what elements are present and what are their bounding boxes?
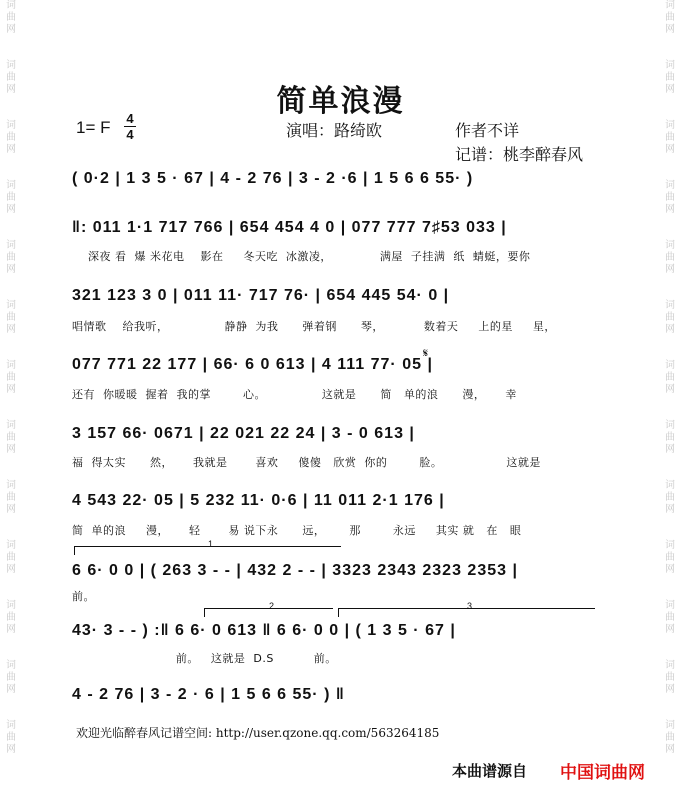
watermark-char: 词 <box>665 120 675 131</box>
score-row-4-lyrics: 还有 你暖暖 握着 我的掌 心。 这就是 简 单的浪 漫， 幸 <box>72 388 517 401</box>
watermark-char: 曲 <box>665 132 675 143</box>
watermark-group <box>6 720 16 780</box>
watermark-char: 词 <box>665 720 675 731</box>
author-credit: 作者不详 <box>455 121 520 140</box>
watermark-char: 词 <box>665 300 675 311</box>
watermark-char: 曲 <box>6 432 16 443</box>
watermark-char: 网 <box>665 84 675 95</box>
watermark-group <box>6 540 16 600</box>
watermark-group <box>665 420 675 480</box>
watermark-group <box>6 300 16 360</box>
watermark-group <box>665 720 675 780</box>
watermark-char: 网 <box>665 504 675 515</box>
watermark-char: 曲 <box>6 72 16 83</box>
time-signature <box>124 112 136 141</box>
key-signature: 1= F <box>76 118 111 137</box>
watermark-group <box>6 180 16 240</box>
watermark-char: 网 <box>665 204 675 215</box>
watermark-char: 词 <box>665 420 675 431</box>
watermark-char: 曲 <box>6 372 16 383</box>
watermark-group <box>665 120 675 180</box>
watermark-char: 曲 <box>665 432 675 443</box>
score-row-1-notes: ( 0·2 | 1 3 5 · 67 | 4 - 2 76 | 3 - 2 ·6 | 1 5 6 6 55· ) <box>72 170 474 187</box>
watermark-char: 词 <box>6 300 16 311</box>
watermark-char: 网 <box>6 144 16 155</box>
watermark-group <box>6 480 16 540</box>
volta-bracket-3 <box>338 601 595 617</box>
watermark-char: 词 <box>6 600 16 611</box>
time-signature-bottom: 4 <box>126 127 134 142</box>
watermark-char: 曲 <box>665 72 675 83</box>
score-row-8-lyrics: 前。 这就是 D.S 前。 <box>72 652 337 665</box>
watermark-char: 词 <box>665 600 675 611</box>
volta-bracket-1 <box>74 539 341 555</box>
watermark-group <box>6 240 16 300</box>
watermark-char: 曲 <box>6 732 16 743</box>
watermark-char: 曲 <box>6 312 16 323</box>
watermark-char: 词 <box>6 0 16 11</box>
watermark-char: 曲 <box>665 192 675 203</box>
watermark-char: 曲 <box>6 132 16 143</box>
score-row-2-notes: ‖: 011 1·1 717 766 | 654 454 4 0 | 077 777 7♯53 033 | <box>72 219 507 236</box>
watermark-group <box>665 600 675 660</box>
watermark-group <box>6 0 16 60</box>
time-signature-top: 4 <box>126 111 134 126</box>
watermark-char: 曲 <box>6 672 16 683</box>
watermark-group <box>665 480 675 540</box>
watermark-group <box>665 180 675 240</box>
watermark-char: 网 <box>665 744 675 755</box>
volta-2-label: 2 <box>269 601 275 611</box>
score-row-9-notes: 4 - 2 76 | 3 - 2 · 6 | 1 5 6 6 55· ) ‖ <box>72 686 345 703</box>
watermark-char: 词 <box>6 120 16 131</box>
segno-icon: 𝄋 <box>423 346 429 360</box>
watermark-char: 网 <box>665 564 675 575</box>
watermark-char: 网 <box>665 24 675 35</box>
score-row-7-notes: 6 6· 0 0 | ( 263 3 - - | 432 2 - - | 3323 2343 2323 2353 | <box>72 562 518 579</box>
watermark-char: 网 <box>6 444 16 455</box>
watermark-char: 词 <box>665 60 675 71</box>
watermark-char: 曲 <box>6 612 16 623</box>
watermark-char: 网 <box>665 144 675 155</box>
watermark-char: 词 <box>665 540 675 551</box>
watermark-char: 网 <box>665 684 675 695</box>
watermark-char: 词 <box>665 240 675 251</box>
watermark-char: 网 <box>6 264 16 275</box>
watermark-group <box>665 240 675 300</box>
watermark-char: 曲 <box>665 492 675 503</box>
watermark-char: 词 <box>665 180 675 191</box>
watermark-char: 词 <box>6 540 16 551</box>
watermark-char: 词 <box>665 360 675 371</box>
watermark-char: 词 <box>665 660 675 671</box>
score-row-3-notes: 321 123 3 0 | 011 11· 717 76· | 654 445 54· 0 | <box>72 287 450 304</box>
score-row-5-lyrics: 福 得太实 然， 我就是 喜欢 傻傻 欣赏 你的 脸。 这就是 <box>72 456 541 469</box>
watermark-char: 词 <box>6 420 16 431</box>
brand-logo-text: 中国词曲网 <box>560 763 645 783</box>
watermark-char: 网 <box>6 744 16 755</box>
song-title: 简单浪漫 <box>276 84 405 119</box>
watermark-char: 网 <box>665 264 675 275</box>
watermark-char: 网 <box>6 684 16 695</box>
watermark-char: 曲 <box>665 732 675 743</box>
singer-credit: 演唱：路绮欧 <box>286 121 383 140</box>
source-label: 本曲谱源自 <box>452 762 528 780</box>
watermark-char: 网 <box>665 624 675 635</box>
watermark-char: 曲 <box>6 192 16 203</box>
watermark-char: 词 <box>6 480 16 491</box>
watermark-group <box>6 360 16 420</box>
watermark-group <box>6 660 16 720</box>
watermark-char: 网 <box>6 624 16 635</box>
watermark-char: 词 <box>6 660 16 671</box>
volta-1-label: 1 <box>208 539 214 549</box>
score-row-6-lyrics: 简 单的浪 漫， 轻 易 说下永 远， 那 永远 其实 就 在 眼 <box>72 524 522 537</box>
watermark-group <box>6 420 16 480</box>
score-row-5-notes: 3 157 66· 0671 | 22 021 22 24 | 3 - 0 613 | <box>72 425 415 442</box>
volta-bracket-2 <box>204 601 333 617</box>
watermark-char: 曲 <box>6 12 16 23</box>
score-row-7-lyrics: 前。 <box>72 590 95 603</box>
watermark-char: 网 <box>6 324 16 335</box>
watermark-char: 网 <box>6 24 16 35</box>
watermark-char: 曲 <box>6 252 16 263</box>
transcriber-credit: 记谱：桃李醉春风 <box>455 145 584 164</box>
watermark-char: 曲 <box>665 552 675 563</box>
watermark-char: 曲 <box>665 12 675 23</box>
watermark-char: 曲 <box>665 252 675 263</box>
watermark-char: 曲 <box>665 312 675 323</box>
watermark-char: 网 <box>665 324 675 335</box>
watermark-char: 曲 <box>665 372 675 383</box>
watermark-char: 网 <box>665 384 675 395</box>
watermark-char: 网 <box>6 564 16 575</box>
score-row-3-lyrics: 唱情歌 给我听， 静静 为我 弹着钢 琴， 数着天 上的星 星， <box>72 320 556 333</box>
watermark-char: 词 <box>6 180 16 191</box>
watermark-char: 网 <box>6 204 16 215</box>
watermark-char: 曲 <box>6 492 16 503</box>
watermark-char: 曲 <box>665 612 675 623</box>
watermark-char: 词 <box>6 360 16 371</box>
watermark-group <box>6 600 16 660</box>
volta-3-label: 3 <box>467 601 473 611</box>
watermark-group <box>665 660 675 720</box>
watermark-char: 词 <box>6 720 16 731</box>
score-row-6-notes: 4 543 22· 05 | 5 232 11· 0·6 | 11 011 2·1 176 | <box>72 492 445 509</box>
score-row-2-lyrics: 深夜 看 爆 米花电 影在 冬天吃 冰激凌， 满屋 子挂满 纸 蜻蜓，要你 <box>72 250 531 263</box>
watermark-char: 网 <box>6 384 16 395</box>
watermark-group <box>665 540 675 600</box>
watermark-char: 曲 <box>6 552 16 563</box>
watermark-char: 网 <box>6 84 16 95</box>
score-row-8-notes: 43· 3 - - ) :‖ 6 6· 0 613 ‖ 6 6· 0 0 | ( 1 3 5 · 67 | <box>72 622 456 639</box>
watermark-char: 词 <box>665 0 675 11</box>
watermark-char: 词 <box>665 480 675 491</box>
watermark-char: 网 <box>6 504 16 515</box>
visit-text: 欢迎光临醉春风记谱空间: http://user.qzone.qq.com/563264185 <box>76 726 440 740</box>
watermark-char: 词 <box>6 60 16 71</box>
watermark-group <box>665 0 675 60</box>
score-row-4-notes: 077 771 22 177 | 66· 6 0 613 | 4 111 77· 05 | <box>72 356 433 373</box>
watermark-char: 词 <box>6 240 16 251</box>
watermark-group <box>665 360 675 420</box>
watermark-char: 曲 <box>665 672 675 683</box>
watermark-char: 网 <box>665 444 675 455</box>
watermark-group <box>665 300 675 360</box>
watermark-group <box>6 120 16 180</box>
